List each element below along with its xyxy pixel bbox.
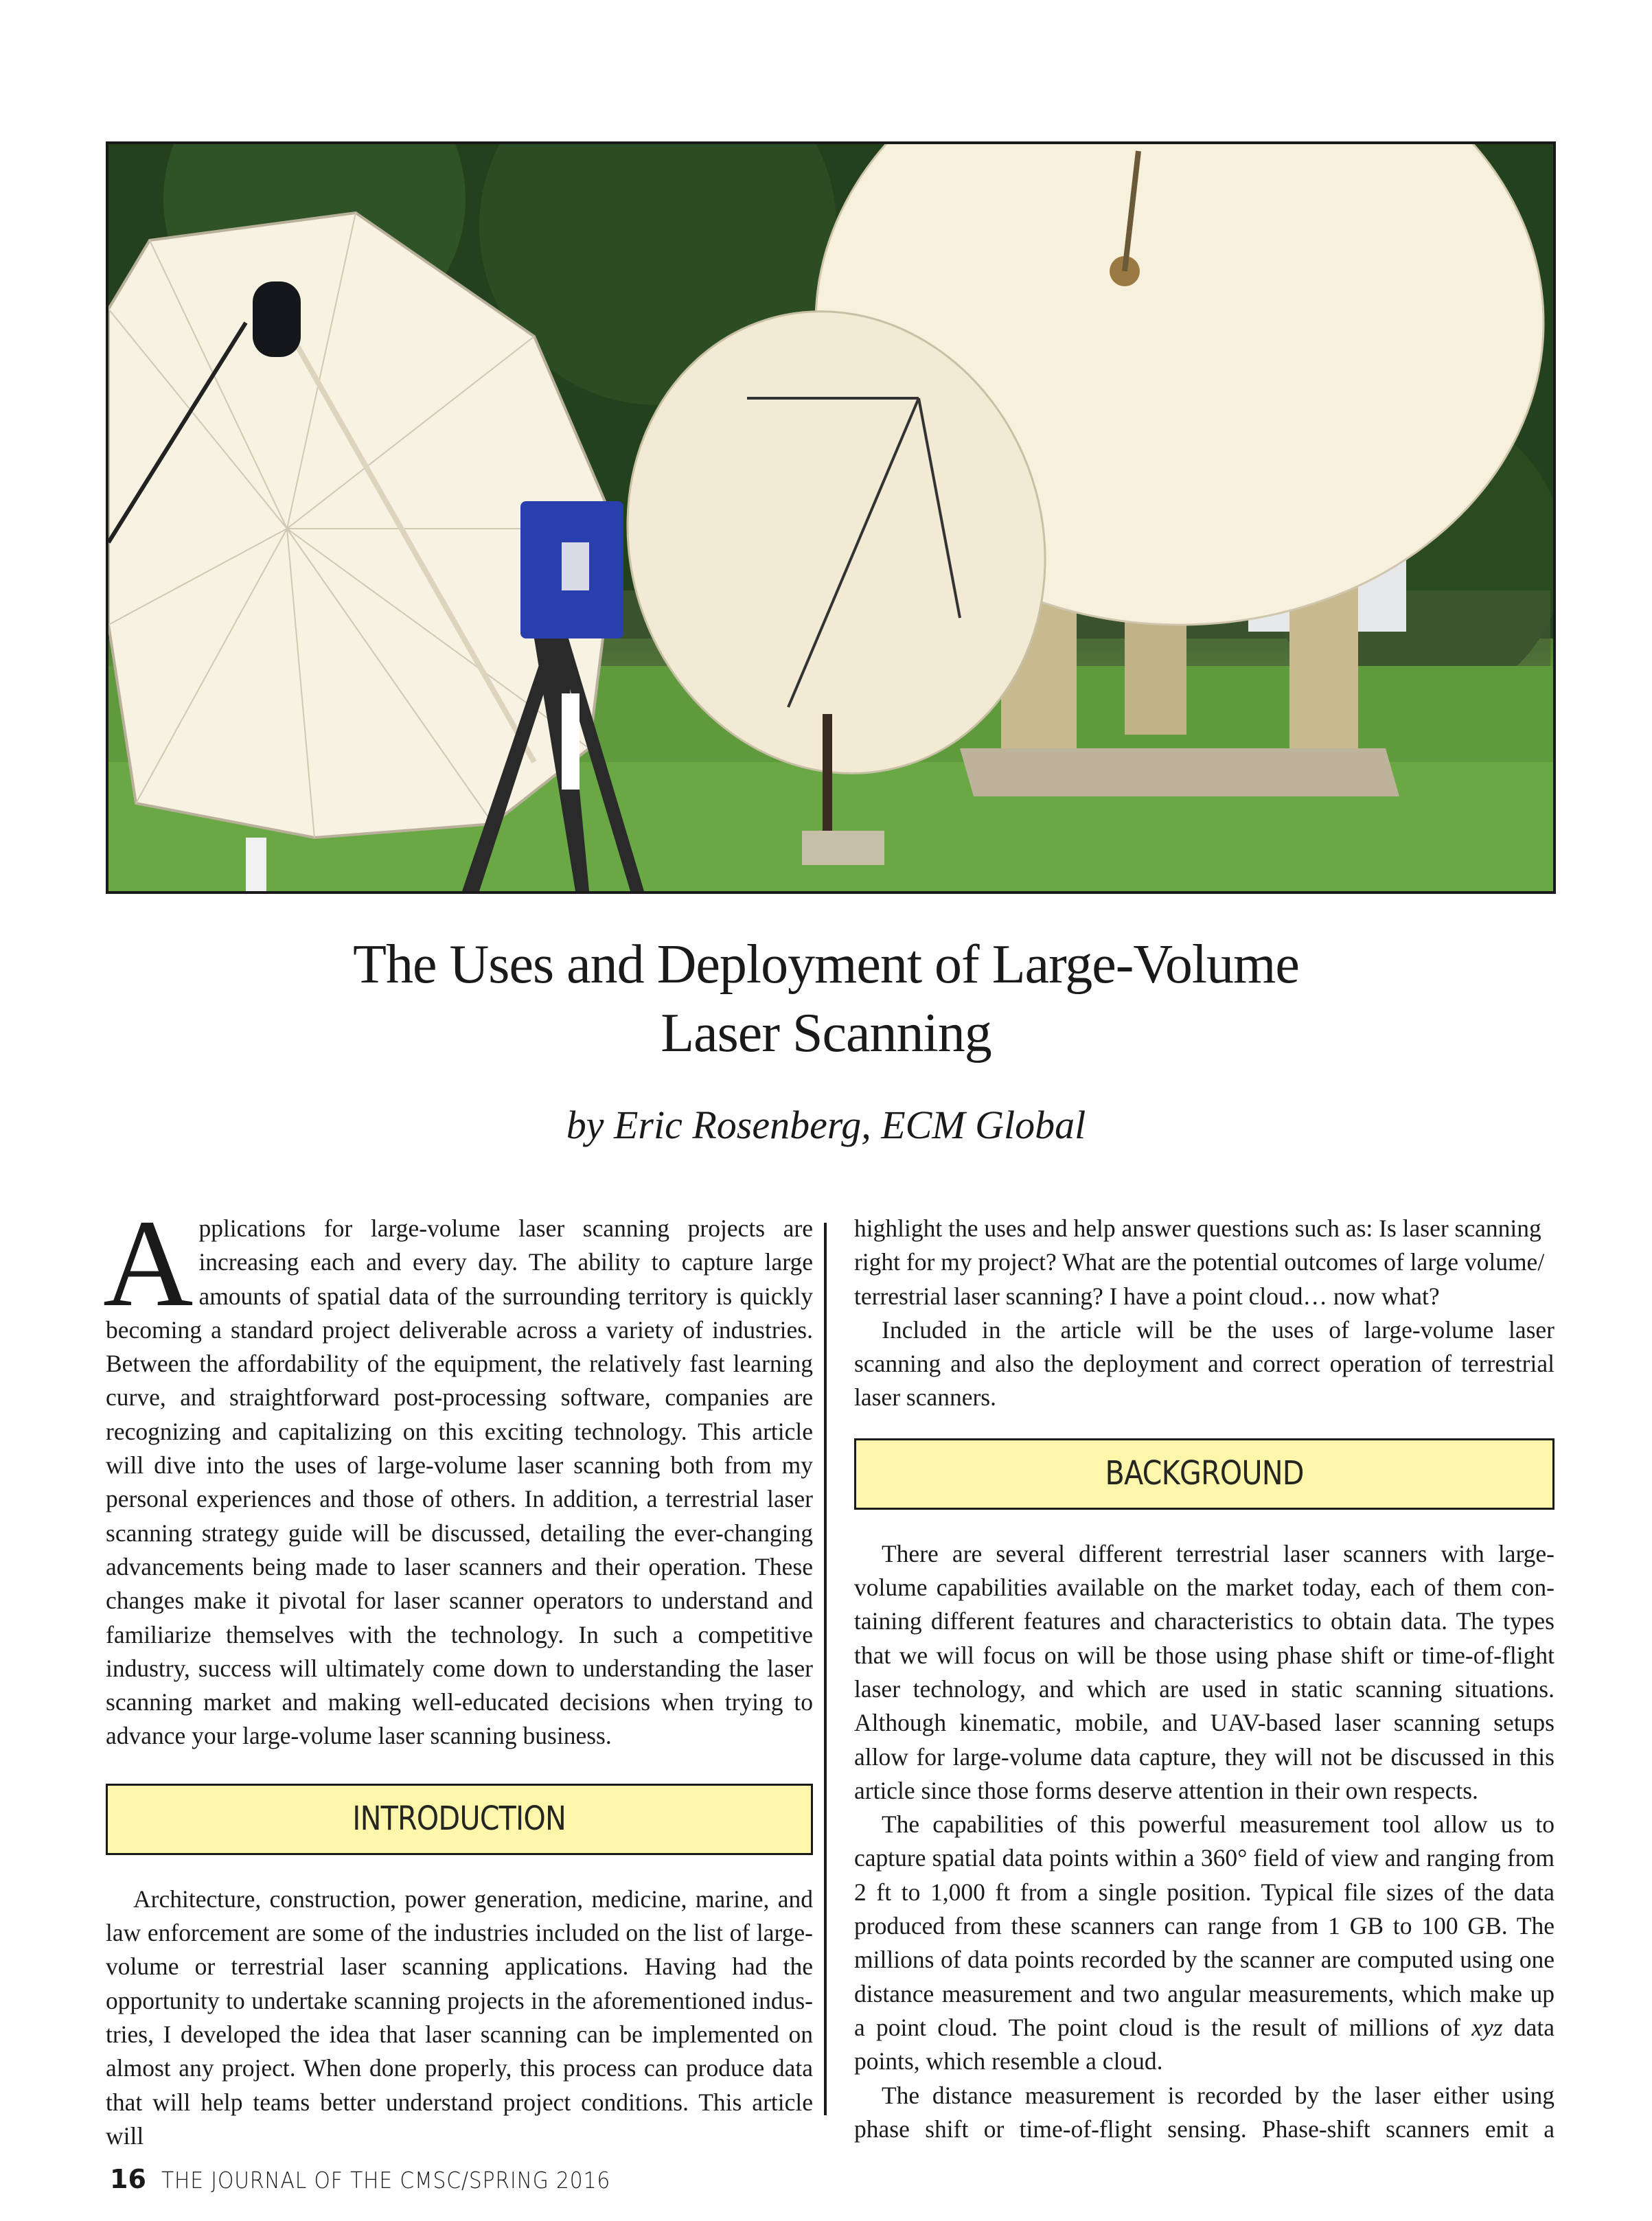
intro-text: pplications for large-volume laser scanning projects are increasing each and every day. The ability to capture large amounts of spatial data of the surrounding territory is quickly becoming a standard project deliverable across a variety of industries. Between the affordability of the equipment, the relatively fast learning curve, and straightforward post-processing software, companies are recognizing and capitalizing on this exciting technology. This article will dive into the uses of large-volume laser scanning both from my personal experiences and those of others. In addition, a terrestrial laser scanning strategy guide will be discussed, detailing the ever-changing advancements being made to laser scanners and their operation. These changes make it pivotal for laser scanner operators to understand and familiarize themselves with the technology. In such a competitive industry, success will ultimately come down to understanding the laser scanning market and making well-educated decisions when trying to advance your large-volume laser scanning business. (106, 1215, 813, 1750)
title-line-2: Laser Scanning (661, 1003, 991, 1063)
continuation-paragraph: highlight the uses and help answer questions such as: Is laser scanning right for my project? What are the potential outcomes of large volume/ terrestrial laser scanning? I have a point cloud… now what? (854, 1215, 1545, 1310)
byline: by Eric Rosenberg, ECM Global (566, 1103, 1086, 1147)
left-column (103, 1195, 813, 2153)
hero-photo (106, 141, 1556, 894)
article-title (0, 930, 1652, 1068)
section-heading-label: BACKGROUND (1105, 1454, 1304, 1493)
satellite-dishes-illustration (108, 144, 1553, 891)
column-divider (824, 1223, 827, 2115)
background-paragraph-3: The distance measurement is recorded by the laser either using phase shift or time-of-flight sensing. Phase-shift scanners emit a (854, 2081, 1555, 2143)
right-column (854, 1212, 1555, 2146)
section-heading-introduction (106, 1784, 813, 1855)
intro-paragraph (103, 1195, 813, 1753)
background-paragraph-2: The capabilities of this powerful measurement tool allow us to capture spatial data points within a 360° field of view and ranging from 2 ft to 1,000 ft from a single position. Typical file sizes of the data produced from these scanners can range from 1 GB to 100 GB. The millions of data points recorded by the scanner are computed using one distance measurement and two angular measurements, which make up a point cloud. The point cloud is the result of millions of xyz data points, which resemble a cloud. (854, 1810, 1555, 2075)
page-footer (110, 2164, 661, 2194)
journal-name: THE JOURNAL OF THE CMSC/SPRING 2016 (161, 2167, 611, 2194)
introduction-paragraph: Architecture, construction, power generation, medicine, marine, and law enforcement are some of the industries included on the list of large-volume or terrestrial laser scanning applications. Having had the opportunity to undertake scanning projects in the aforementioned industries, I developed the idea that laser scanning can be implemented on almost any project. When done properly, this process can produce data that will help teams better understand project conditions. This article will (106, 1885, 813, 2150)
title-line-1: The Uses and Deployment of Large-Volume (353, 934, 1299, 995)
drop-cap: A (103, 1195, 194, 1333)
xyz-italic: xyz (1471, 2013, 1503, 2041)
section-heading-background (854, 1438, 1555, 1510)
background-paragraph-1: There are several different terrestrial laser scanners with large-volume capabilities available on the market today, each of them containing different features and characteristics to obtain data. The types that we will focus on will be those using phase shift or time-of-flight laser technology, and which are used in static scanning situations. Although kinematic, mobile, and UAV-based laser scanning setups allow for large-volume data capture, they will not be discussed in this article since those forms deserve attention in their own respects. (854, 1539, 1555, 1804)
included-paragraph: Included in the article will be the uses of large-volume laser scanning and also the deployment and correct operation of terrestrial laser scanners. (854, 1315, 1555, 1412)
page-number: 16 (110, 2164, 146, 2194)
section-heading-label: INTRODUCTION (352, 1799, 566, 1839)
